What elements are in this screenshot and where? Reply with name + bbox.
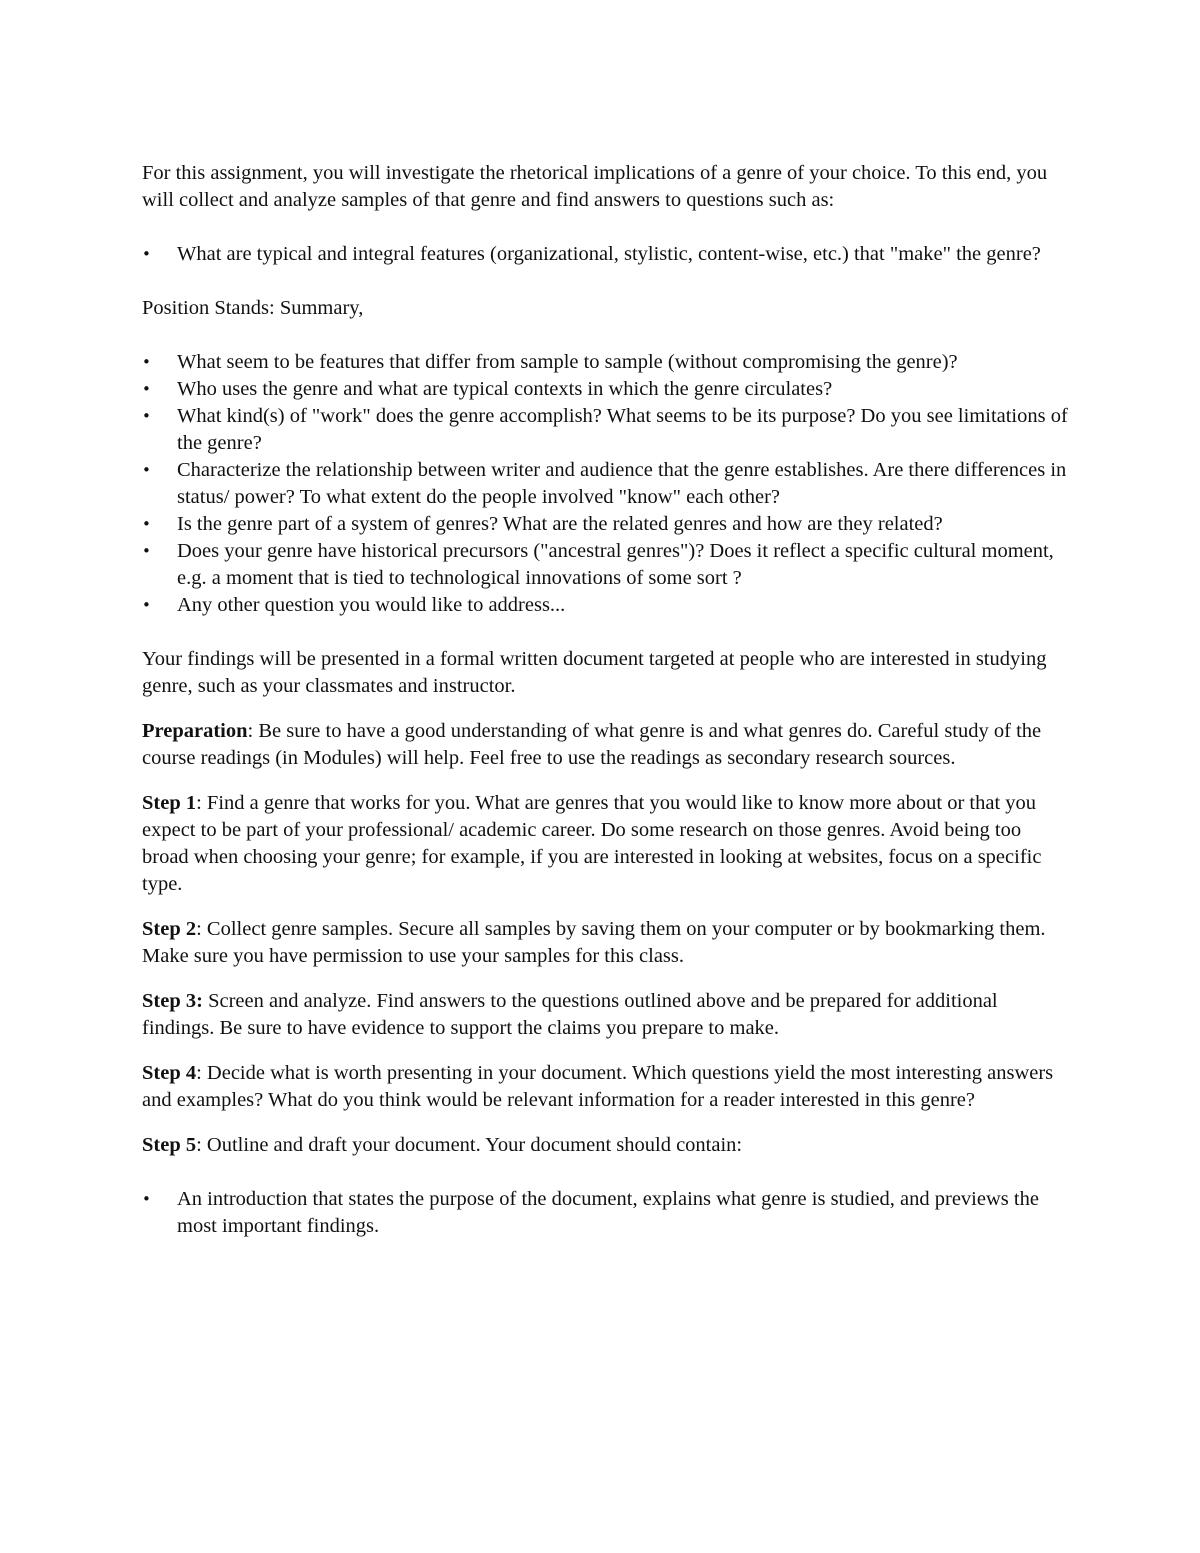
list-item-text: Who uses the genre and what are typical contexts in which the genre circulates? (177, 378, 833, 400)
step5-paragraph (142, 1132, 1072, 1159)
findings-paragraph: Your findings will be presented in a formal written document targeted at people who are interested in studying genre, such as your classmates and instructor. (142, 648, 1047, 697)
feature-question-list (142, 241, 1072, 268)
step3-label: Step 3: (142, 990, 203, 1012)
step2-text: : Collect genre samples. Secure all samples by saving them on your computer or by bookmarking them. Make sure you have permission to use your samples for this class. (142, 918, 1046, 967)
preparation-label: Preparation (142, 720, 248, 742)
list-item-text: An introduction that states the purpose of the document, explains what genre is studied, and previews the most important findings. (177, 1188, 1039, 1237)
list-item (142, 349, 1072, 376)
list-item (142, 457, 1072, 511)
bullet-icon: • (142, 353, 151, 371)
document-contents-list (142, 1186, 1072, 1240)
step3-paragraph (142, 988, 1072, 1042)
list-item-text: Does your genre have historical precursors ("ancestral genres")? Does it reflect a specific cultural moment, e.g. a moment that is tied to technological innovations of some sort ? (177, 540, 1054, 589)
list-item (142, 511, 1072, 538)
bullet-icon: • (142, 1190, 151, 1208)
bullet-icon: • (142, 245, 151, 263)
preparation-text: : Be sure to have a good understanding of what genre is and what genres do. Careful study of the course readings (in Modules) will help. Feel free to use the readings as secondary research sources. (142, 720, 1042, 769)
bullet-icon: • (142, 542, 151, 560)
step4-paragraph (142, 1060, 1072, 1114)
list-item-text: Is the genre part of a system of genres? What are the related genres and how are they related? (177, 513, 943, 535)
list-item (142, 241, 1072, 268)
step2-paragraph (142, 916, 1072, 970)
list-item (142, 376, 1072, 403)
bullet-icon: • (142, 380, 151, 398)
step3-text: Screen and analyze. Find answers to the questions outlined above and be prepared for additional findings. Be sure to have evidence to support the claims you prepare to make. (142, 990, 998, 1039)
bullet-icon: • (142, 461, 151, 479)
step1-paragraph (142, 790, 1072, 898)
list-item (142, 403, 1072, 457)
list-item-text: Any other question you would like to address... (177, 594, 566, 616)
question-list (142, 349, 1072, 619)
step4-label: Step 4 (142, 1062, 197, 1084)
intro-paragraph: For this assignment, you will investigate the rhetorical implications of a genre of your choice. To this end, you will collect and analyze samples of that genre and find answers to questions such as: (142, 162, 1048, 211)
step5-text: : Outline and draft your document. Your document should contain: (196, 1134, 743, 1156)
position-stands-line: Position Stands: Summary, (142, 297, 364, 319)
bullet-icon: • (142, 407, 151, 425)
step4-text: : Decide what is worth presenting in your document. Which questions yield the most interesting answers and examples? What do you think would be relevant information for a reader interested in this genre? (142, 1062, 1054, 1111)
step5-label: Step 5 (142, 1134, 197, 1156)
bullet-icon: • (142, 515, 151, 533)
preparation-paragraph (142, 718, 1072, 772)
step1-text: : Find a genre that works for you. What are genres that you would like to know more about or that you expect to be part of your professional/ academic career. Do some research on those genres. Avoid being too broad when choosing your genre; for example, if you are interested in looking at websites, focus on a specific type. (142, 792, 1042, 895)
list-item (142, 592, 1072, 619)
list-item (142, 1186, 1072, 1240)
list-item-text: What seem to be features that differ from sample to sample (without compromising the genre)? (177, 351, 958, 373)
step1-label: Step 1 (142, 792, 197, 814)
list-item-text: What kind(s) of "work" does the genre accomplish? What seems to be its purpose? Do you see limitations of the genre? (177, 405, 1068, 454)
list-item-text: Characterize the relationship between writer and audience that the genre establishes. Are there differences in status/ power? To what extent do the people involved "know" each other? (177, 459, 1067, 508)
bullet-icon: • (142, 596, 151, 614)
document-page (142, 160, 1072, 1240)
list-item (142, 538, 1072, 592)
list-item-text: What are typical and integral features (organizational, stylistic, content-wise, etc.) that "make" the genre? (177, 243, 1041, 265)
step2-label: Step 2 (142, 918, 197, 940)
